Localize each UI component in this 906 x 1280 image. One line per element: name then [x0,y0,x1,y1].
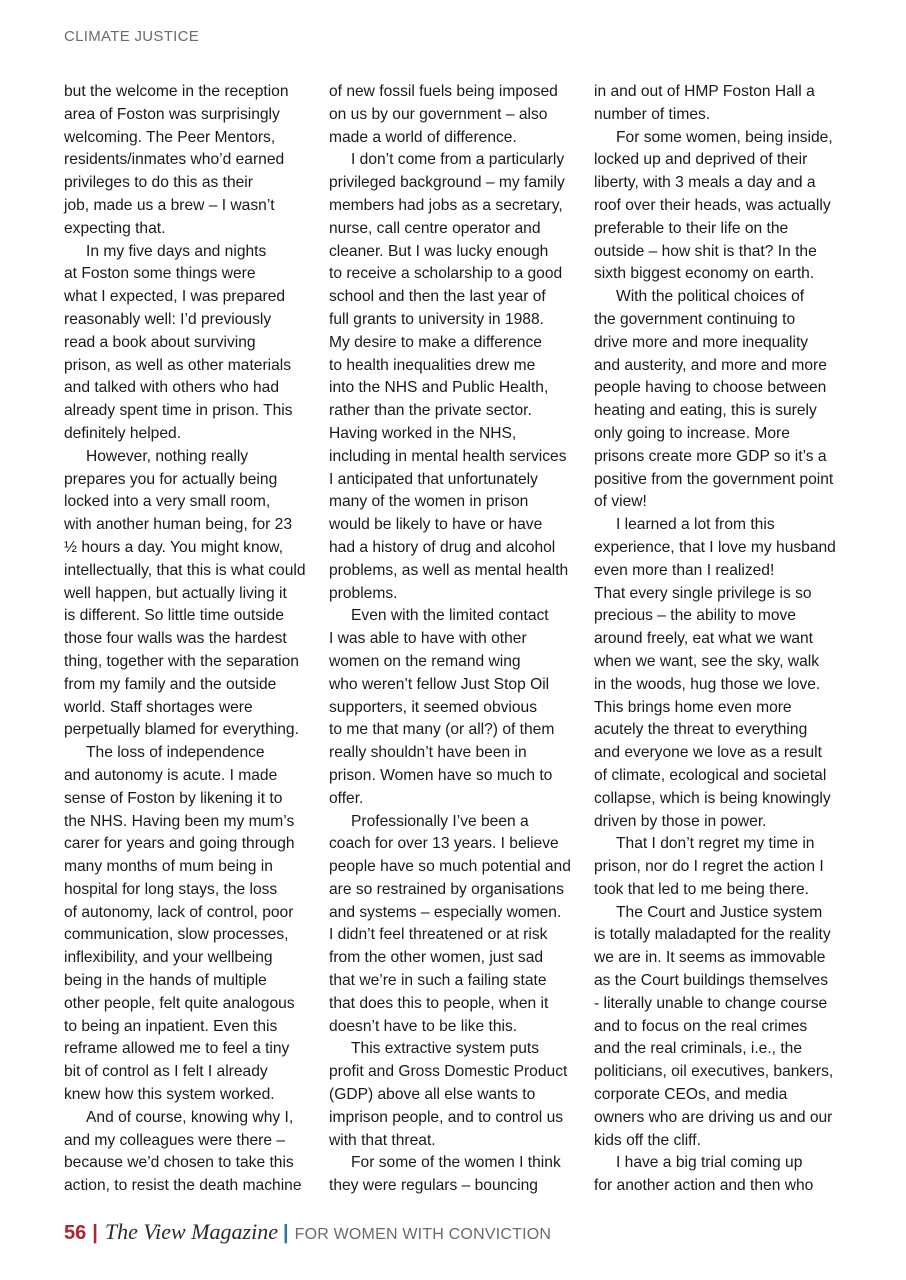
text-line: owners who are driving us and our [594,1108,833,1126]
text-line: and systems – especially women. [329,903,562,921]
text-line: However, nothing really [86,447,249,465]
text-line: This brings home even more [594,698,792,716]
text-line: corporate CEOs, and media [594,1086,788,1104]
text-line: nurse, call centre operator and [329,219,541,237]
text-line: prison, nor do I regret the action I [594,858,824,876]
text-line: driven by those in power. [594,812,767,830]
text-line: to being an inpatient. Even this [64,1017,278,1035]
text-line: reframe allowed me to feel a tiny [64,1040,290,1058]
text-line: but the welcome in the reception [64,83,289,100]
text-line: In my five days and nights [86,242,267,260]
article-column-3 [594,81,836,1198]
text-line: of view! [594,493,647,511]
text-line: politicians, oil executives, bankers, [594,1063,834,1081]
text-line: other people, felt quite analogous [64,994,295,1012]
text-line: definitely helped. [64,424,182,442]
text-line: as the Court buildings themselves [594,972,829,990]
text-line: locked into a very small room, [64,493,271,511]
text-line: is totally maladapted for the reality [594,926,831,944]
page-footer [64,1219,551,1245]
text-line: kids off the cliff. [594,1131,701,1149]
text-line: I don’t come from a particularly [351,151,565,169]
text-line: people have so much potential and [329,858,571,876]
text-line: doesn’t have to be like this. [329,1017,518,1035]
text-line: in and out of HMP Foston Hall a [594,83,815,100]
text-line: The loss of independence [86,744,265,762]
text-line: roof over their heads, was actually [594,196,831,214]
text-line: full grants to university in 1988. [329,310,544,328]
text-line: and everyone we love as a result [594,744,822,762]
text-line: ½ hours a day. You might know, [64,538,284,556]
text-line: many of the women in prison [329,493,529,511]
text-line: on us by our government – also [329,105,548,123]
text-line: and autonomy is acute. I made [64,766,278,784]
text-line: residents/inmates who’d earned [64,151,285,169]
text-line: being in the hands of multiple [64,972,267,990]
text-line: perpetually blamed for everything. [64,721,299,739]
text-line: world. Staff shortages were [64,698,253,716]
text-line: experience, that I love my husband [594,538,836,556]
text-line: the government continuing to [594,310,796,328]
text-line: This extractive system puts [351,1040,540,1058]
text-line: sixth biggest economy on earth. [594,265,815,283]
text-line: and my colleagues were there – [64,1131,286,1149]
text-line: liberty, with 3 meals a day and a [594,174,816,192]
text-line: to me that many (or all?) of them [329,721,555,739]
text-line: and to focus on the real crimes [594,1017,808,1035]
text-line: supporters, it seemed obvious [329,698,538,716]
text-line: action, to resist the death machine [64,1177,302,1195]
text-line: when we want, see the sky, walk [594,652,820,670]
text-line: inflexibility, and your wellbeing [64,949,273,967]
text-line: knew how this system worked. [64,1086,275,1104]
text-line: that does this to people, when it [329,994,549,1012]
text-line: And of course, knowing why I, [86,1108,294,1126]
text-line: and austerity, and more and more [594,356,827,374]
text-line: communication, slow processes, [64,926,289,944]
text-line: Even with the limited contact [351,607,549,625]
text-line: prisons create more GDP so it’s a [594,447,827,465]
text-line: profit and Gross Domestic Product [329,1063,568,1081]
text-line: to health inequalities drew me [329,356,536,374]
text-line: rather than the private sector. [329,402,532,420]
text-line: imprison people, and to control us [329,1108,564,1126]
article-column-2 [329,81,571,1198]
text-line: job, made us a brew – I wasn’t [64,196,275,214]
text-line: I have a big trial coming up [616,1154,803,1172]
text-line: prison, as well as other materials [64,356,292,374]
text-line: outside – how shit is that? In the [594,242,817,260]
text-line: thing, together with the separation [64,652,299,670]
text-line: hospital for long stays, the loss [64,880,278,898]
text-line: Professionally I’ve been a [351,812,529,830]
text-line: prepares you for actually being [64,470,278,488]
text-line: I learned a lot from this [616,516,775,534]
text-line: would be likely to have or have [329,516,543,534]
text-line: really shouldn’t have been in [329,744,527,762]
text-line: into the NHS and Public Health, [329,379,549,397]
text-line: they were regulars – bouncing [329,1177,538,1195]
text-line: My desire to make a difference [329,333,542,351]
text-line: we are in. It seems as immovable [594,949,826,967]
text-line: what I expected, I was prepared [64,288,286,306]
page-number: 56 [64,1222,87,1244]
text-line: even more than I realized! [594,561,775,579]
text-line: (GDP) above all else wants to [329,1086,536,1104]
text-line: coach for over 13 years. I believe [329,835,559,853]
text-line: that we’re in such a failing state [329,972,547,990]
text-line: many months of mum being in [64,858,273,876]
footer-separator-red: | [92,1222,98,1244]
text-line: who weren’t fellow Just Stop Oil [329,675,550,693]
text-line: with that threat. [329,1131,436,1149]
text-line: - literally unable to change course [594,994,828,1012]
text-line: bit of control as I felt I already [64,1063,268,1081]
text-line: acutely the threat to everything [594,721,808,739]
text-line: prison. Women have so much to [329,766,553,784]
text-line: well happen, but actually living it [64,584,287,602]
text-line: drive more and more inequality [594,333,809,351]
text-line: privileged background – my family [329,174,565,192]
text-line: had a history of drug and alcohol [329,538,556,556]
text-line: is different. So little time outside [64,607,284,625]
text-line: sense of Foston by likening it to [64,789,283,807]
text-line: in the woods, hug those we love. [594,675,821,693]
text-line: read a book about surviving [64,333,256,351]
text-line: of autonomy, lack of control, poor [64,903,294,921]
text-line: expecting that. [64,219,166,237]
text-line: locked up and deprived of their [594,151,808,169]
text-line: already spent time in prison. This [64,402,293,420]
text-line: I anticipated that unfortunately [329,470,538,488]
text-line: Having worked in the NHS, [329,424,517,442]
text-line: area of Foston was surprisingly [64,105,280,123]
text-line: welcoming. The Peer Mentors, [64,128,276,146]
text-line: I was able to have with other [329,630,527,648]
text-line: I didn’t feel threatened or at risk [329,926,548,944]
text-line: preferable to their life on the [594,219,789,237]
text-line: The Court and Justice system [616,903,823,921]
text-line: from my family and the outside [64,675,277,693]
text-line: around freely, eat what we want [594,630,814,648]
text-line: are so restrained by organisations [329,880,564,898]
text-line: With the political choices of [616,288,805,306]
text-line: For some women, being inside, [616,128,833,146]
article-column-1 [64,81,306,1198]
text-line: from the other women, just sad [329,949,544,967]
text-line: members had jobs as a secretary, [329,196,563,214]
text-line: intellectually, that this is what could [64,561,306,579]
text-line: offer. [329,789,364,807]
text-line: That I don’t regret my time in [616,835,815,853]
text-line: the NHS. Having been my mum’s [64,812,295,830]
text-line: For some of the women I think [351,1154,561,1172]
text-line: to receive a scholarship to a good [329,265,563,283]
text-line: collapse, which is being knowingly [594,789,831,807]
magazine-tagline: FOR WOMEN WITH CONVICTION [294,1226,552,1243]
text-line: women on the remand wing [329,652,521,670]
magazine-title: The View Magazine [104,1219,278,1244]
text-line: That every single privilege is so [594,584,812,602]
text-line: only going to increase. More [594,424,790,442]
text-line: reasonably well: I’d previously [64,310,272,328]
text-line: and the real criminals, i.e., the [594,1040,803,1058]
text-line: for another action and then who [594,1177,814,1195]
text-line: positive from the government point [594,470,834,488]
text-line: number of times. [594,105,711,123]
text-line: cleaner. But I was lucky enough [329,242,549,260]
text-line: with another human being, for 23 [64,516,292,534]
footer-separator-blue: | [282,1222,289,1244]
text-line: made a world of difference. [329,128,517,146]
text-line: those four walls was the hardest [64,630,287,648]
text-line: at Foston some things were [64,265,256,283]
text-line: of new fossil fuels being imposed [329,83,558,100]
text-line: privileges to do this as their [64,174,253,192]
text-line: because we’d chosen to take this [64,1154,294,1172]
text-line: precious – the ability to move [594,607,796,625]
text-line: people having to choose between [594,379,827,397]
text-line: heating and eating, this is surely [594,402,817,420]
section-label: CLIMATE JUSTICE [64,28,200,45]
text-line: including in mental health services [329,447,567,465]
text-line: took that led to me being there. [594,880,809,898]
text-line: carer for years and going through [64,835,295,853]
text-line: school and then the last year of [329,288,546,306]
text-line: of climate, ecological and societal [594,766,827,784]
text-line: and talked with others who had [64,379,279,397]
text-line: problems. [329,584,398,602]
text-line: problems, as well as mental health [329,561,569,579]
